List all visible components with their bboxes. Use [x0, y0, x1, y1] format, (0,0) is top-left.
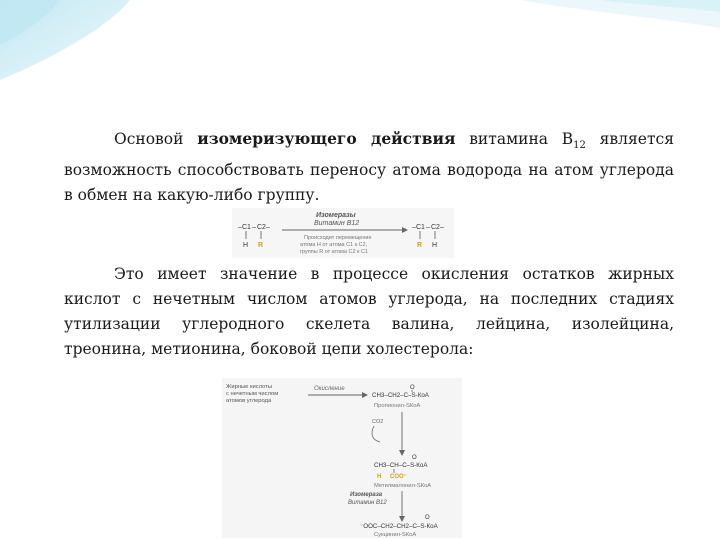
propionyl-formula: CH3–CH2–C–S-КоА [372, 392, 429, 399]
para1-pre: Основой [114, 130, 198, 148]
isomerase-vitamin: Витамин В12 [348, 500, 387, 506]
right-c2: C2 [431, 224, 440, 231]
enzyme-label: Изомеразы [316, 212, 356, 219]
right-c1: C1 [416, 224, 425, 231]
isomerase-scheme-figure [232, 208, 454, 258]
source-line2: с нечетным числом [226, 391, 279, 397]
paragraph-fatty-acids [64, 262, 674, 362]
svg-text:–: – [266, 224, 270, 231]
methylmalonyl-formula: CH3–CH–C–S-КоА [374, 462, 428, 469]
para2-text: Это имеет значение в процессе окисления остатков жирных кислот с нечетным числом атомов углерода, на последних стадиях утилизации углеродного скелета валина, лейцина, изолейцина, треонина, метионина, боковой цепи холестерола: [64, 265, 674, 358]
para1-subscript: 12 [573, 140, 586, 152]
svg-text:–: – [440, 224, 444, 231]
left-sub1: H [243, 242, 249, 249]
svg-text:–: – [252, 224, 256, 231]
para1-post: является возможность способствовать переносу атома водорода на атом углерода в обмен на какую-либо группу. [64, 130, 674, 205]
right-sub1: R [417, 242, 423, 249]
succinyl-formula: ⁻OOC–CH2–CH2–C–S-КоА [360, 523, 438, 530]
right-sub2: H [432, 242, 438, 249]
svg-text:O: O [410, 385, 415, 391]
methylmalonyl-group: COO⁻ [390, 474, 407, 480]
para1-bold: изомеризующего действия [197, 129, 456, 148]
svg-text:O: O [412, 455, 417, 461]
note-line2: атома Н от атома С1 к С2, [300, 242, 368, 248]
source-line3: атомов углерода [226, 398, 272, 404]
succinyl-name: Сукцинил-SКоА [374, 532, 417, 538]
svg-text:–: – [238, 224, 242, 231]
propionyl-pathway-figure [222, 378, 462, 538]
note-line3: группы R от атома С2 к С1 [300, 249, 369, 255]
svg-text:–: – [412, 224, 416, 231]
left-c2: C2 [257, 224, 266, 231]
left-sub2: R [258, 242, 264, 249]
decorative-corner-wave [0, 0, 720, 110]
isomerase-label: Изомераза [350, 492, 383, 498]
propionyl-name: Пропионил-SКоА [374, 403, 421, 409]
svg-text:H: H [377, 474, 382, 480]
co2-label: CO2 [372, 419, 384, 425]
paragraph-isomerizing-action [64, 126, 674, 208]
process-label: Окисление [314, 386, 345, 392]
methylmalonyl-name: Метилмалонил-SКоА [374, 483, 432, 489]
source-line1: Жирные кислоты [226, 384, 273, 390]
svg-text:–: – [426, 224, 430, 231]
left-c1: C1 [242, 224, 251, 231]
vitamin-label: Витамин В12 [314, 220, 360, 227]
note-line1: Происходит перемещение [304, 235, 372, 241]
svg-text:O: O [425, 515, 430, 521]
para1-mid: витамина В [455, 130, 574, 148]
